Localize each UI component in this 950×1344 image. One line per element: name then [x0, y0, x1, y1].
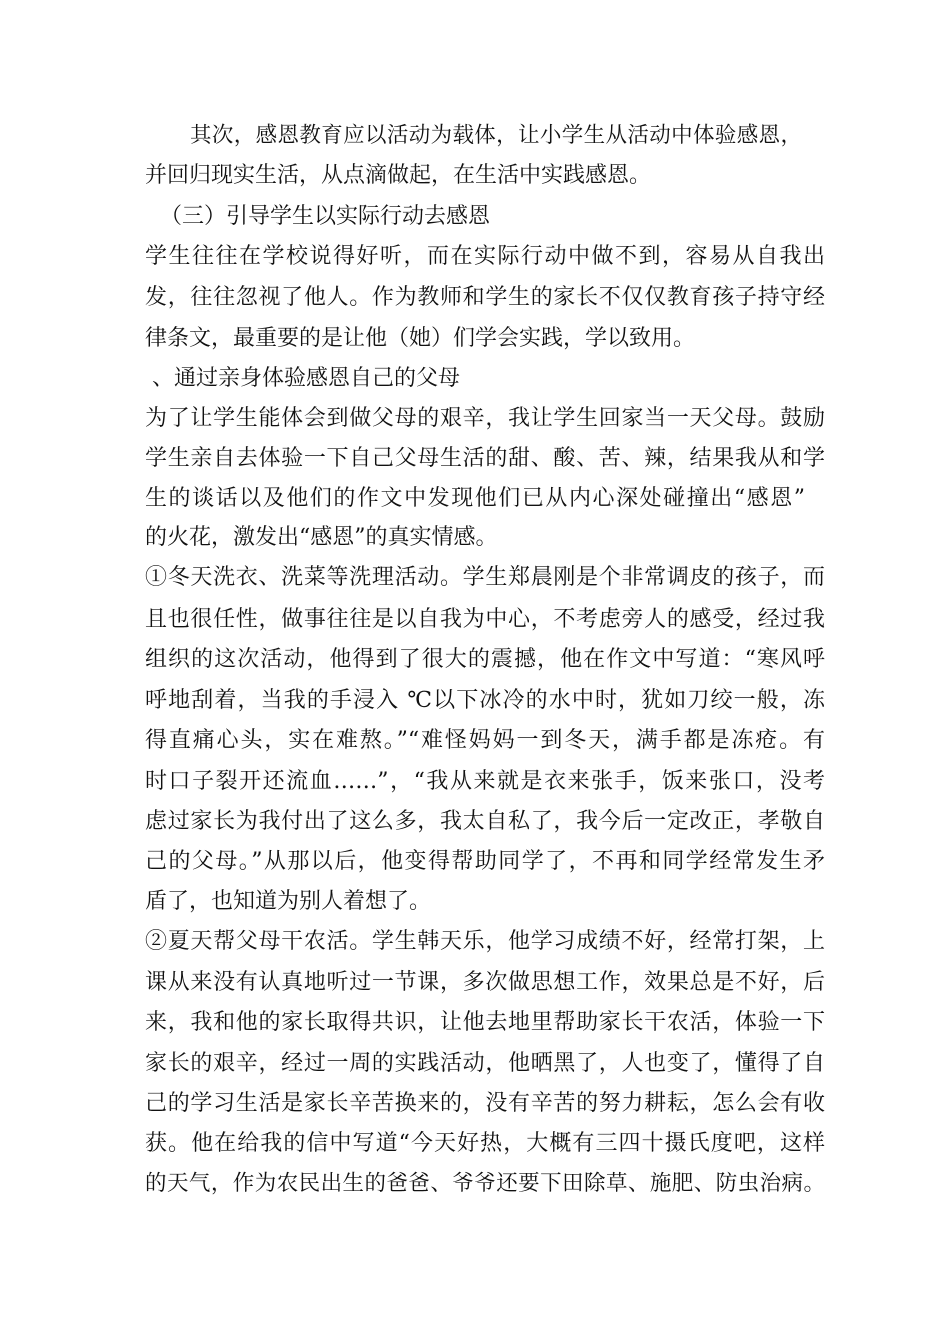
text-line: 生的谈话以及他们的作文中发现他们已从内心深处碰撞出“感恩”: [145, 486, 805, 511]
text-line: 的天气，作为农民出生的爸爸、爷爷还要下田除草、施肥、防虫治病。: [145, 1171, 825, 1196]
text-line: 获。他在给我的信中写道“今天好热，大概有三四十摄氏度吧，这样: [145, 1131, 825, 1156]
text-line: ②夏天帮父母干农活。学生韩天乐，他学习成绩不好，经常打架，上: [145, 929, 825, 954]
text-line: ①冬天洗衣、洗菜等洗理活动。学生郑晨刚是个非常调皮的孩子，而: [145, 565, 825, 590]
section-heading: （三）引导学生以实际行动去感恩: [160, 204, 491, 229]
text-line: 并回归现实生活，从点滴做起，在生活中实践感恩。: [145, 163, 652, 188]
text-line: 呼地刮着，当我的手浸入 ℃以下冰冷的水中时，犹如刀绞一般，冻: [145, 688, 825, 713]
text-line: 时口子裂开还流血……”，“我从来就是衣来张手，饭来张口，没考: [145, 769, 825, 794]
text-line: 且也很任性，做事往往是以自我为中心，不考虑旁人的感受，经过我: [145, 607, 825, 632]
text-line: 己的父母。”从那以后，他变得帮助同学了，不再和同学经常发生矛: [145, 849, 825, 874]
text-line: 为了让学生能体会到做父母的艰辛，我让学生回家当一天父母。鼓励: [145, 406, 825, 431]
text-line: 盾了，也知道为别人着想了。: [145, 889, 432, 914]
text-line: 的火花，激发出“感恩”的真实情感。: [145, 525, 498, 550]
text-line: 学生往往在学校说得好听，而在实际行动中做不到，容易从自我出: [145, 244, 825, 269]
text-line: 其次，感恩教育应以活动为载体，让小学生从活动中体验感恩，: [190, 123, 802, 148]
text-line: 虑过家长为我付出了这么多，我太自私了，我今后一定改正，孝敬自: [145, 809, 825, 834]
text-line: 得直痛心头，实在难熬。”“难怪妈妈一到冬天，满手都是冻疮。有: [145, 728, 825, 753]
text-line: 课从来没有认真地听过一节课，多次做思想工作，效果总是不好，后: [145, 970, 825, 995]
text-line: 家长的艰辛，经过一周的实践活动，他晒黑了，人也变了，懂得了自: [145, 1051, 825, 1076]
text-line: 学生亲自去体验一下自己父母生活的甜、酸、苦、辣，结果我从和学: [145, 446, 825, 471]
text-line: 组织的这次活动，他得到了很大的震撼，他在作文中写道：“寒风呼: [145, 647, 825, 672]
text-line: 律条文，最重要的是让他（她）们学会实践，学以致用。: [145, 326, 696, 351]
text-line: 发，往往忽视了他人。作为教师和学生的家长不仅仅教育孩子持守经: [145, 285, 825, 310]
subsection-heading: 、通过亲身体验感恩自己的父母: [152, 366, 461, 391]
text-line: 己的学习生活是家长辛苦换来的，没有辛苦的努力耕耘，怎么会有收: [145, 1091, 825, 1116]
text-line: 来，我和他的家长取得共识，让他去地里帮助家长干农活，体验一下: [145, 1010, 825, 1035]
